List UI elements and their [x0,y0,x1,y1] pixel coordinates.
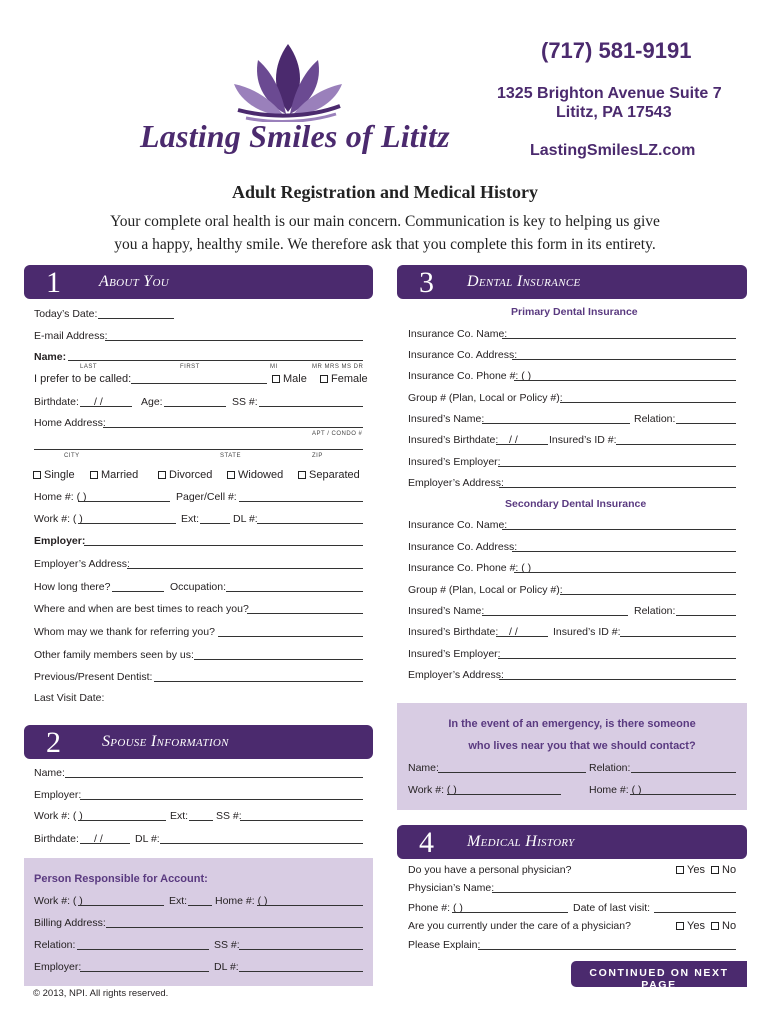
emergency-work-field[interactable] [447,794,561,795]
s-ins-address-field[interactable] [512,551,736,552]
city-sublabel: CITY [64,453,80,459]
physician-no-checkbox[interactable] [711,866,719,874]
p-employer-address-label: Employer’s Address: [408,477,504,489]
ext-label: Ext: [181,513,200,525]
emergency-relation-label: Relation: [589,762,631,774]
copyright: © 2013, NPI. All rights reserved. [33,988,169,999]
resp-billing-label: Billing Address: [34,917,106,929]
ss-field[interactable] [259,406,363,407]
s-employer-address-field[interactable] [499,679,736,680]
p-relation-label: Relation: [634,413,676,425]
prev-dentist-field[interactable] [154,681,363,682]
s-employer-address-label: Employer’s Address: [408,669,504,681]
divorced-option[interactable] [158,469,212,481]
emergency-work-label: Work #: ( ) [408,784,457,796]
last-visit-label: Last Visit Date: [34,692,105,704]
dl-field[interactable] [257,523,363,524]
s-insured-name-field[interactable] [482,615,628,616]
s-ins-phone-field[interactable] [514,572,736,573]
best-times-field[interactable] [247,613,363,614]
male-label: Male [283,373,307,385]
family-label: Other family members seen by us: [34,649,194,661]
work-phone-field[interactable] [78,523,176,524]
physician-yes-option[interactable] [676,864,705,876]
p-employer-address-field[interactable] [499,487,736,488]
s-ins-address-label: Insurance Co. Address: [408,541,518,553]
employer-address-field[interactable] [127,568,363,569]
physician-question: Do you have a personal physician? [408,864,572,876]
section-number: 4 [419,826,434,859]
male-option[interactable] [272,373,307,385]
physician-no-option[interactable] [711,864,736,876]
s-insured-birth-field[interactable] [496,636,548,637]
intro-line-2: you a happy, healthy smile. We therefore ask that you complete this form in its entirety. [114,236,656,253]
employer-address-label: Employer’s Address: [34,558,130,570]
practice-website[interactable]: LastingSmilesLZ.com [530,142,696,159]
spouse-employer-label: Employer: [34,789,82,801]
married-checkbox[interactable] [90,471,98,479]
emergency-home-field[interactable] [630,794,736,795]
no-label: No [722,864,737,876]
resp-work-label: Work #: ( ) [34,895,83,907]
p-ins-address-field[interactable] [512,359,736,360]
continued-label: CONTINUED ON NEXT PAGE [589,967,729,991]
dl-label: DL #: [233,513,258,525]
best-times-label: Where and when are best times to reach you? [34,603,249,615]
physician-phone-field[interactable] [452,912,568,913]
single-checkbox[interactable] [33,471,41,479]
p-group-field[interactable] [560,402,736,403]
section-title: Spouse Information [102,733,229,750]
p-insured-birth-field[interactable] [496,444,548,445]
age-field[interactable] [164,406,226,407]
spouse-birthdate-slashes: / / [94,833,103,845]
ss-label: SS #: [232,396,258,408]
s-relation-field[interactable] [676,615,736,616]
resp-employer-field[interactable] [80,971,209,972]
separated-label: Separated [309,469,360,481]
physician-last-visit-label: Date of last visit: [573,902,651,914]
resp-ss-field[interactable] [239,949,363,950]
s-relation-label: Relation: [634,605,676,617]
city-state-zip-field[interactable] [34,449,363,450]
practice-name: Lasting Smiles of Lititz [140,118,450,154]
yes-label: Yes [687,864,705,876]
spouse-name-field[interactable] [65,777,363,778]
practice-address-2: Lititz, PA 17543 [556,104,672,121]
s-insured-employer-label: Insured’s Employer: [408,648,501,660]
s-insured-birth-label: Insured’s Birthdate: [408,626,499,638]
emergency-line-1: In the event of an emergency, is there someone [448,718,696,730]
s-insured-name-label: Insured’s Name: [408,605,485,617]
apt-sublabel: APT / CONDO # [312,431,363,437]
resp-ext-label: Ext: [169,895,188,907]
resp-ext-field[interactable] [188,905,212,906]
resp-relation-field[interactable] [77,949,209,950]
separated-option[interactable] [298,469,360,481]
s-insured-id-label: Insured’s ID #: [553,626,621,638]
pager-field[interactable] [239,501,363,502]
widowed-checkbox[interactable] [227,471,235,479]
divorced-checkbox[interactable] [158,471,166,479]
explain-field[interactable] [478,949,736,950]
emergency-relation-field[interactable] [631,772,736,773]
lotus-logo-icon [228,40,348,122]
spouse-ss-field[interactable] [240,820,363,821]
spouse-ss-label: SS #: [216,810,242,822]
p-birth-slashes: / / [509,434,518,446]
p-insured-employer-field[interactable] [498,466,736,467]
spouse-ext-field[interactable] [189,820,213,821]
p-ins-name-field[interactable] [502,338,736,339]
widowed-option[interactable] [227,469,283,481]
resp-ss-label: SS #: [214,939,240,951]
p-insured-employer-label: Insured’s Employer: [408,456,501,468]
form-title: Adult Registration and Medical History [232,182,538,202]
home-address-field[interactable] [103,427,363,428]
practice-phone: (717) 581-9191 [541,38,692,63]
first-sublabel: FIRST [180,364,200,370]
employer-field[interactable] [84,545,363,546]
occupation-field[interactable] [226,591,363,592]
today-date-label: Today’s Date: [34,308,98,320]
resp-home-label: Home #: ( ) [215,895,268,907]
resp-dl-label: DL #: [214,961,239,973]
section-about-you-header [24,265,373,299]
p-ins-address-label: Insurance Co. Address: [408,349,518,361]
s-birth-slashes: / / [509,626,518,638]
spouse-work-field[interactable] [78,820,166,821]
p-insured-id-label: Insured’s ID #: [549,434,617,446]
age-label: Age: [141,396,163,408]
p-ins-phone-field[interactable] [514,380,736,381]
mi-sublabel: MI [270,364,278,370]
care-yes-option[interactable] [676,920,705,932]
p-insured-name-label: Insured’s Name: [408,413,485,425]
prev-dentist-label: Previous/Present Dentist: [34,671,153,683]
emergency-name-field[interactable] [438,772,586,773]
resp-home-field[interactable] [257,905,363,906]
s-ins-phone-label: Insurance Co. Phone #: ( ) [408,562,532,574]
logo [228,40,348,122]
section-spouse-header [24,725,373,759]
title-sublabel: MR MRS MS DR [312,364,364,370]
p-ins-phone-label: Insurance Co. Phone #: ( ) [408,370,532,382]
resp-work-field[interactable] [78,905,164,906]
resp-dl-field[interactable] [239,971,363,972]
spouse-dl-label: DL #: [135,833,160,845]
care-no-checkbox[interactable] [711,922,719,930]
female-checkbox[interactable] [320,375,328,383]
section-title: Medical History [467,833,575,850]
last-sublabel: LAST [80,364,98,370]
p-insured-birth-label: Insured’s Birthdate: [408,434,499,446]
care-no-option[interactable] [711,920,736,932]
married-label: Married [101,469,139,481]
s-ins-name-label: Insurance Co. Name: [408,519,508,531]
s-insured-employer-field[interactable] [498,658,736,659]
referring-field[interactable] [218,636,363,637]
emergency-home-label: Home #: ( ) [589,784,642,796]
spouse-work-label: Work #: ( ) [34,810,83,822]
primary-insurance-heading: Primary Dental Insurance [511,306,638,318]
p-insured-name-field[interactable] [482,423,630,424]
spouse-name-label: Name: [34,767,65,779]
no-label: No [722,920,737,932]
single-option[interactable] [33,469,75,481]
p-relation-field[interactable] [676,423,736,424]
physician-yes-checkbox[interactable] [676,866,684,874]
section-title: About You [99,273,169,290]
spouse-ext-label: Ext: [170,810,189,822]
section-number: 1 [46,266,61,299]
work-phone-label: Work #: ( ) [34,513,83,525]
home-address-label: Home Address: [34,417,106,429]
email-field[interactable] [105,340,363,341]
name-label: Name: [34,351,67,363]
physician-name-field[interactable] [492,892,736,893]
home-phone-label: Home #: ( ) [34,491,87,503]
birthdate-label: Birthdate: [34,396,79,408]
section-number: 2 [46,726,61,759]
s-insured-id-field[interactable] [620,636,736,637]
intro-line-1: Your complete oral health is our main concern. Communication is key to helping us give [110,213,660,230]
today-date-field[interactable] [98,318,174,319]
care-yes-checkbox[interactable] [676,922,684,930]
male-checkbox[interactable] [272,375,280,383]
resp-employer-label: Employer: [34,961,82,973]
yes-label: Yes [687,920,705,932]
employer-label: Employer: [34,535,86,547]
section-dental-insurance-header [397,265,747,299]
p-group-label: Group # (Plan, Local or Policy #): [408,392,563,404]
spouse-birthdate-field[interactable] [80,843,130,844]
name-field[interactable] [68,360,363,361]
physician-phone-label: Phone #: ( ) [408,902,463,914]
prefer-label: I prefer to be called: [34,373,132,385]
physician-last-visit-field[interactable] [654,912,736,913]
physician-name-label: Physician’s Name: [408,882,495,894]
responsible-title: Person Responsible for Account: [34,873,208,885]
married-option[interactable] [90,469,138,481]
birthdate-slashes: / / [94,396,103,408]
home-phone-field[interactable] [78,501,170,502]
email-label: E-mail Address: [34,330,108,342]
section-medical-history-header [397,825,747,859]
section-title: Dental Insurance [467,273,581,290]
single-label: Single [44,469,75,481]
pager-label: Pager/Cell #: [176,491,237,503]
female-option[interactable] [320,373,368,385]
occupation-label: Occupation: [170,581,227,593]
how-long-label: How long there? [34,581,111,593]
prefer-field[interactable] [131,383,267,384]
emergency-line-2: who lives near you that we should contact? [468,740,696,752]
divorced-label: Divorced [169,469,213,481]
emergency-name-label: Name: [408,762,439,774]
birthdate-field[interactable] [80,406,132,407]
practice-address-1: 1325 Brighton Avenue Suite 7 [497,85,722,102]
section-number: 3 [419,266,434,299]
zip-sublabel: ZIP [312,453,323,459]
referring-label: Whom may we thank for referring you? [34,626,215,638]
resp-billing-field[interactable] [106,927,363,928]
s-group-label: Group # (Plan, Local or Policy #): [408,584,563,596]
resp-relation-label: Relation: [34,939,76,951]
p-ins-name-label: Insurance Co. Name: [408,328,508,340]
s-ins-name-field[interactable] [502,529,736,530]
how-long-field[interactable] [112,591,164,592]
care-question: Are you currently under the care of a physician? [408,920,631,932]
separated-checkbox[interactable] [298,471,306,479]
ext-field[interactable] [200,523,230,524]
spouse-dl-field[interactable] [160,843,363,844]
spouse-employer-field[interactable] [80,799,363,800]
spouse-birthdate-label: Birthdate: [34,833,79,845]
widowed-label: Widowed [238,469,284,481]
female-label: Female [331,373,368,385]
explain-label: Please Explain: [408,939,481,951]
s-group-field[interactable] [560,594,736,595]
p-insured-id-field[interactable] [616,444,736,445]
family-field[interactable] [194,659,363,660]
state-sublabel: STATE [220,453,241,459]
secondary-insurance-heading: Secondary Dental Insurance [505,498,647,510]
